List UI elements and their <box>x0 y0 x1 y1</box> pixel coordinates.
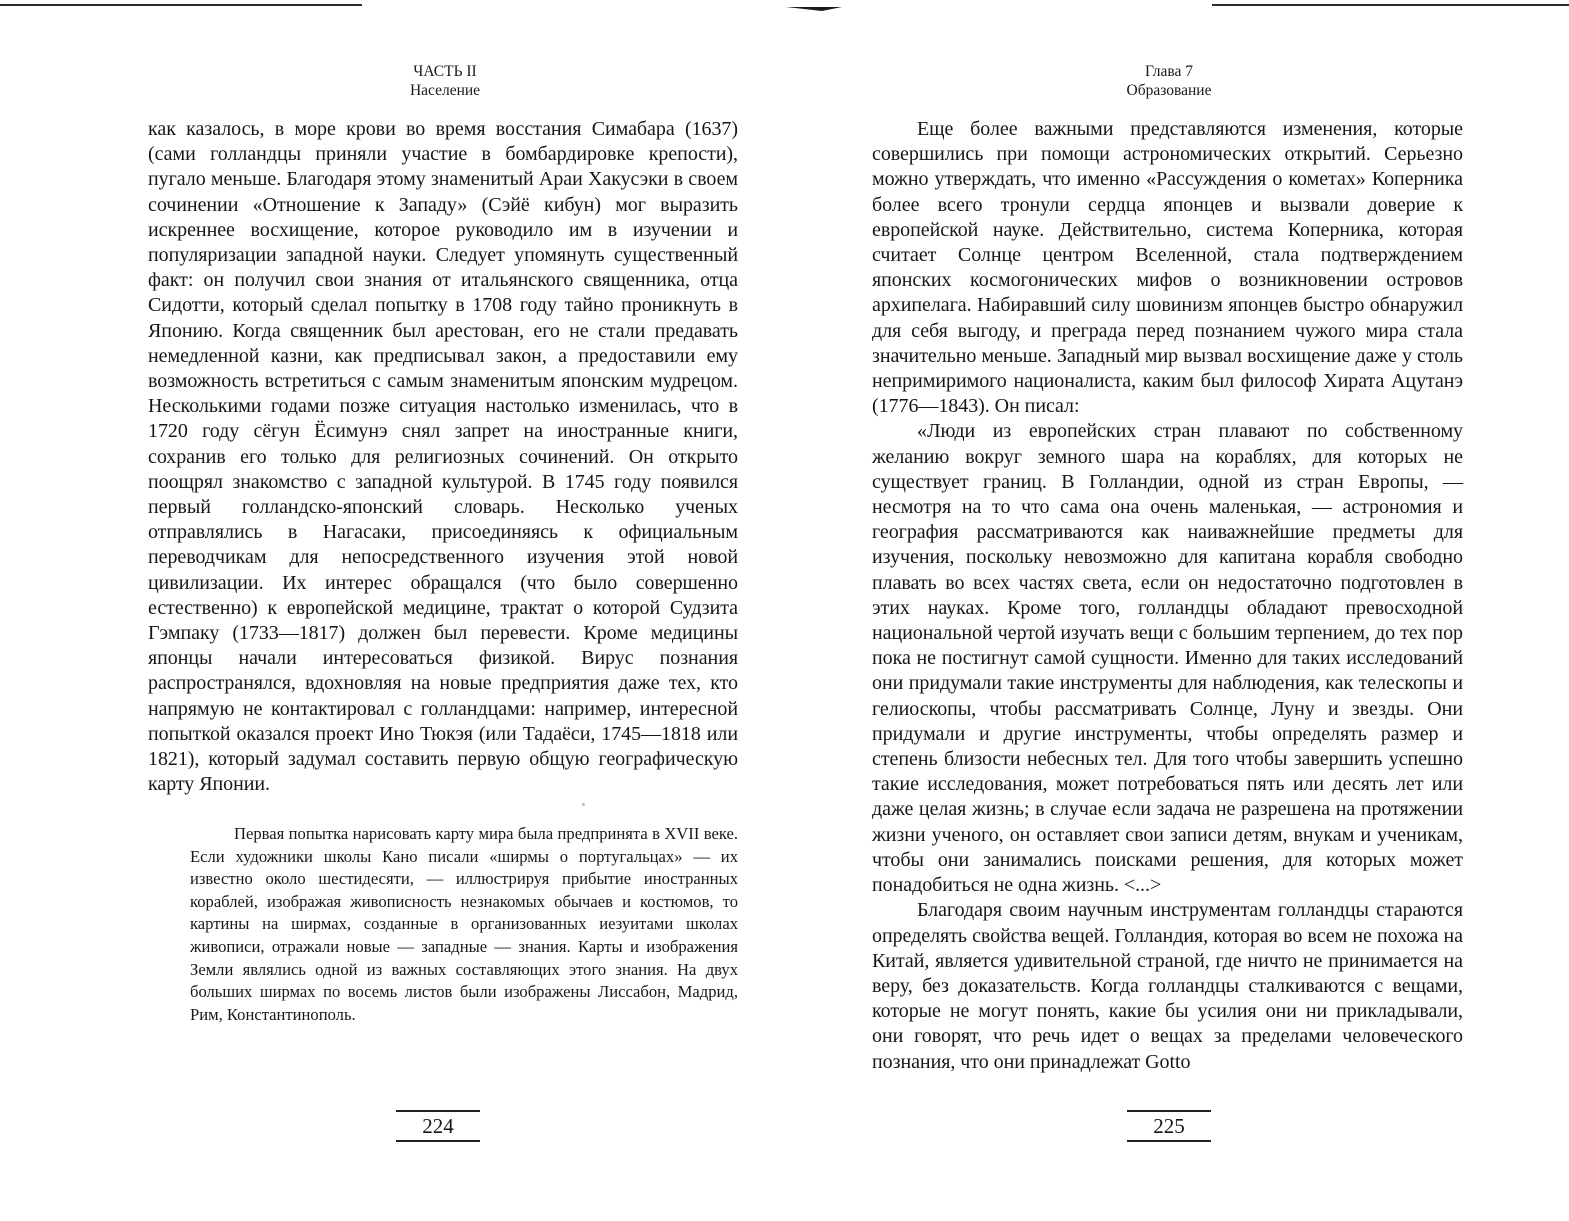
left-paragraph: как казалось, в море крови во время восстания Симабара (1637) (сами голландцы приняли участие в бомбардировке крепости), пугало меньше. Благодаря этому знаменитый Араи Хакусэки в своем сочинении «Отношение к Западу» (Сэйё кибун) мог выразить искреннее восхищение, которое руководило им в изучении и популяризации западной науки. Следует упомянуть существенный факт: он получил свои знания от итальянского священника, отца Сидотти, который сделал попытку в 1708 году тайно проникнуть в Японию. Когда священник был арестован, его не стали предавать немедленной казни, как предписывал закон, а предоставили ему возможность встретиться с самым знаменитым японским мудрецом. Несколькими годами позже ситуация настолько изменилась, что в 1720 году сёгун Ёсимунэ снял запрет на иностранные книги, сохранив его только для религиозных сочинений. Он открыто поощрял знакомство с западной культурой. В 1745 году появился первый голландско-японский словарь. Несколько ученых отправлялись в Нагасаки, присоединяясь к официальным переводчикам для непосредственного изучения этой новой цивилизации. Их интерес обращался (что было совершенно естественно) к европейской медицине, трактат о которой Судзита Гэмпаку (1733—1817) должен был перевести. Кроме медицины японцы начали интересоваться физикой. Вирус познания распространялся, вдохновляя на новые предприятия даже тех, кто напрямую не контактировал с голландцами: например, интересной попыткой оказался проект Ино Тюкэя (или Тадаёси, 1745—1818 или 1821), который задумал составить первую общую географическую карту Японии. <box>148 118 738 796</box>
left-inset-text <box>190 823 738 1026</box>
chapter-subtitle: Образование <box>1126 82 1212 99</box>
running-head-right <box>1069 62 1269 100</box>
left-page <box>0 0 784 1221</box>
right-paragraph-2: «Люди из европейских стран плавают по собственному желанию вокруг земного шара на кораблях, для которых не существует границ. В Голландии, одной из стран Европы, — несмотря на то что сама она очень маленькая, — астрономия и география рассматриваются как наиважнейшие предметы для изучения, поскольку невозможно для капитана корабля свободно плавать во всех частях света, если он недостаточно подготовлен в этих науках. Кроме того, голландцы обладают превосходной национальной чертой изучать вещи с большим терпением, до тех пор пока не постигнут самой сущности. Именно для таких исследований они придумали такие инструменты для наблюдения, как телескопы и гелиоскопы, чтобы рассматривать Солнце, Луну и звезды. Они придумали и другие инструменты, чтобы определять размер и степень близости небесных тел. Для того чтобы завершить успешно такие исследования, может потребоваться пять или десять лет или даже целая жизнь; в случае если задача не разрешена на протяжении жизни ученого, он оставляет свои записи детям, внукам и ученикам, чтобы они занимались поисками решения, для которых может понадобиться не одна жизнь. <...> <box>872 420 1463 897</box>
page-number-right: 225 <box>1153 1114 1185 1138</box>
folio-rule-top <box>1127 1110 1211 1112</box>
right-paragraph-3: Благодаря своим научным инструментам голландцы стараются определять свойства вещей. Голландия, которая во всем не похожа на Китай, является удивительной страной, где ничто не принимается на веру, без доказательств. Когда голландцы сталкиваются с вещами, которые не могут понять, какие бы усилия они ни прикладывали, они говорят, что речь идет о вещах за пределами человеческого познания, что они принадлежат Gotto <box>872 899 1463 1073</box>
part-title: ЧАСТЬ II <box>413 63 477 80</box>
right-body-text <box>872 117 1463 1075</box>
folio-rule-bottom <box>396 1140 480 1142</box>
left-body-text <box>148 117 738 797</box>
folio-rule-bottom <box>1127 1140 1211 1142</box>
chapter-title: Глава 7 <box>1144 63 1194 80</box>
inset-paragraph: Первая попытка нарисовать карту мира была предпринята в XVII веке. Если художники школы Кано писали «ширмы о португальцах» — их известно около шестидесяти, — иллюстрируя прибытие иностранных кораблей, изображая живописность незнакомых обычаев и костюмов, то картины на ширмах, созданные в организованных иезуитами школах живописи, отражали новые — западные — знания. Карты и изображения Земли являлись одной из важных составляющих этого знания. На двух больших ширмах по восемь листов были изображены Лиссабон, Мадрид, Рим, Константинополь. <box>190 824 738 1024</box>
running-head-left <box>345 62 545 100</box>
part-subtitle: Население <box>409 82 481 99</box>
folio-rule-top <box>396 1110 480 1112</box>
page-number-left: 224 <box>422 1114 454 1138</box>
right-page <box>785 0 1569 1221</box>
right-paragraph-1: Еще более важными представляются изменения, которые совершились при помощи астрономических открытий. Серьезно можно утверждать, что именно «Рассуждения о кометах» Коперника более всего тронули сердца японцев и вызвали доверие к европейской науке. Действительно, система Коперника, которая считает Солнце центром Вселенной, стала подтверждением японских космогонических мифов о возникновении островов архипелага. Набиравший силу шовинизм японцев быстро обнаружил для себя выгоду, и преграда перед познанием чужого мира стала значительно меньше. Западный мир вызвал восхищение даже у столь непримиримого националиста, каким был философ Хирата Ацутанэ (1776—1843). Он писал: <box>872 118 1463 418</box>
